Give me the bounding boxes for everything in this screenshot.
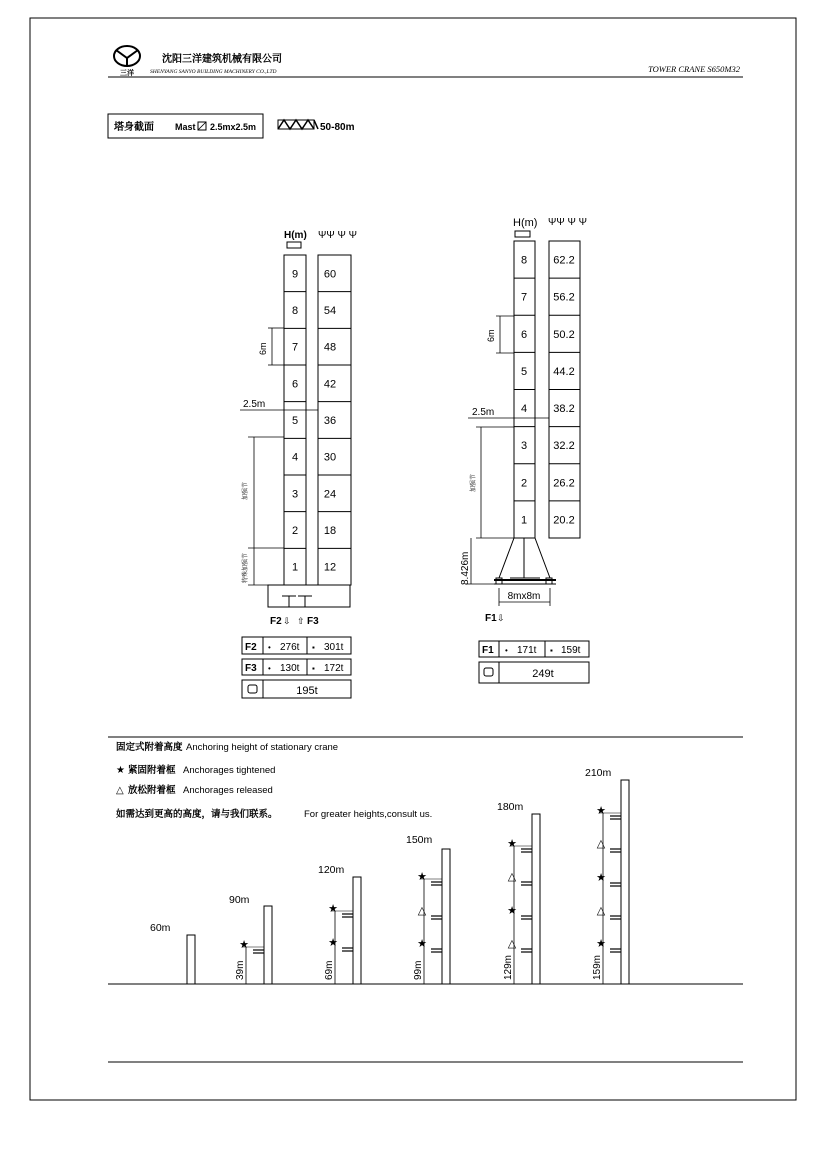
star-icon: ★ bbox=[239, 939, 249, 951]
left-height-value: 30 bbox=[323, 451, 337, 464]
right-table-weight: 249t bbox=[532, 668, 554, 680]
left-hook-icons: ΨΨ Ψ Ψ bbox=[318, 230, 357, 241]
left-height-value: 54 bbox=[323, 305, 337, 317]
tight-label-en: Anchorages tightened bbox=[183, 765, 276, 776]
left-section-number: 5 bbox=[291, 415, 299, 427]
company-logo bbox=[114, 46, 140, 77]
right-section-number: 2 bbox=[520, 477, 528, 490]
tower-height-label: 180m bbox=[497, 801, 524, 813]
right-section-number: 7 bbox=[520, 291, 528, 304]
right-section-number: 1 bbox=[520, 514, 528, 527]
left-section-number: 7 bbox=[291, 341, 299, 354]
tower-mast bbox=[621, 780, 629, 984]
right-tower bbox=[460, 217, 589, 683]
left-tower bbox=[240, 230, 357, 698]
left-section-number: 4 bbox=[291, 451, 299, 464]
anchor-tower bbox=[229, 894, 272, 984]
left-table-f2-a: 276t bbox=[280, 642, 300, 653]
right-dim-base-width: 8mx8m bbox=[507, 591, 541, 602]
right-height-value: 38.2 bbox=[553, 403, 575, 416]
left-height-value: 60 bbox=[323, 268, 337, 281]
tower-dim-label: 99m bbox=[413, 960, 424, 980]
note-cn: 如需达到更高的高度，请与我们联系。 bbox=[116, 809, 278, 820]
left-section-number: 2 bbox=[291, 525, 299, 537]
anchoring-title-en: Anchoring height of stationary crane bbox=[186, 742, 339, 753]
bullet-icon: • bbox=[505, 646, 508, 655]
mast-range: 50-80m bbox=[320, 122, 355, 133]
tower-height-label: 210m bbox=[585, 767, 612, 779]
right-hook-icons: ΨΨ Ψ Ψ bbox=[548, 217, 587, 228]
right-table-f1-b: 159t bbox=[561, 645, 581, 656]
square-bullet-icon: ▪ bbox=[312, 643, 315, 652]
right-height-value: 44.2 bbox=[553, 365, 575, 378]
anchoring-section bbox=[108, 737, 743, 984]
star-icon: ★ bbox=[417, 871, 427, 883]
anchor-tower bbox=[150, 922, 195, 984]
right-height-value: 56.2 bbox=[553, 291, 575, 304]
anchoring-title-cn: 固定式附着高度 bbox=[116, 742, 183, 753]
tower-mast bbox=[442, 849, 450, 984]
star-icon: ★ bbox=[507, 905, 517, 917]
mast-label-cn: 塔身截面 bbox=[114, 122, 154, 133]
square-bullet-icon: ▪ bbox=[312, 664, 315, 673]
right-height-value: 20.2 bbox=[553, 514, 575, 527]
left-dim-2-5m: 2.5m bbox=[243, 399, 266, 410]
right-table-f1-a: 171t bbox=[517, 645, 537, 656]
tower-mast bbox=[353, 877, 361, 984]
right-table-f1: F1 bbox=[482, 645, 494, 656]
left-table-f2-b: 301t bbox=[324, 642, 344, 653]
left-section-number: 8 bbox=[291, 305, 299, 317]
model-name: TOWER CRANE S650M32 bbox=[648, 64, 740, 74]
right-section-number: 5 bbox=[520, 365, 528, 378]
right-height-value: 26.2 bbox=[553, 477, 575, 490]
left-height-value: 42 bbox=[323, 378, 337, 391]
right-side-label: 加强节 bbox=[471, 473, 477, 492]
left-table-f3: F3 bbox=[245, 663, 257, 674]
right-section-number: 6 bbox=[520, 328, 528, 341]
tower-mast bbox=[187, 935, 195, 984]
right-height-value: 62.2 bbox=[553, 254, 575, 267]
bullet-icon: • bbox=[268, 643, 271, 652]
released-label-en: Anchorages released bbox=[183, 785, 273, 796]
logo-caption: 三洋 bbox=[120, 70, 134, 77]
right-load-table bbox=[479, 641, 589, 683]
left-side-label-lower: 特殊加强节 bbox=[243, 552, 249, 583]
left-section-number: 9 bbox=[291, 268, 299, 281]
star-icon: ★ bbox=[596, 805, 606, 817]
left-table-f3-b: 172t bbox=[324, 663, 344, 674]
right-height-value: 50.2 bbox=[553, 328, 575, 341]
anchor-towers bbox=[150, 767, 629, 984]
tower-dim-label: 69m bbox=[324, 960, 335, 980]
left-section-number: 1 bbox=[291, 561, 299, 574]
tower-dim-label: 159m bbox=[592, 954, 603, 980]
star-icon: ★ bbox=[417, 938, 427, 950]
mast-section bbox=[108, 114, 355, 138]
left-dim-6m: 6m bbox=[258, 342, 268, 355]
right-section-number: 8 bbox=[520, 254, 528, 267]
tower-height-label: 60m bbox=[150, 922, 171, 934]
anchor-tower bbox=[406, 834, 450, 984]
right-f1-label: F1 bbox=[485, 613, 497, 624]
left-f2-arrow-icon: ⇩ bbox=[283, 616, 291, 626]
left-side-label-upper: 加强节 bbox=[243, 481, 249, 500]
truss-icon bbox=[278, 120, 318, 129]
triangle-icon: △ bbox=[116, 785, 124, 796]
tight-label-cn: 紧固附着框 bbox=[128, 765, 176, 776]
bullet-icon: • bbox=[268, 664, 271, 673]
left-section-number: 3 bbox=[291, 488, 299, 501]
star-icon: ★ bbox=[116, 765, 125, 776]
right-section-number: 4 bbox=[520, 403, 528, 416]
left-table-weight: 195t bbox=[296, 685, 318, 697]
left-table-f3-a: 130t bbox=[280, 663, 300, 674]
left-f3-label: F3 bbox=[307, 616, 319, 627]
triangle-icon: △ bbox=[507, 938, 517, 950]
tower-dim-label: 129m bbox=[503, 954, 514, 980]
tower-mast bbox=[264, 906, 272, 984]
left-height-value: 24 bbox=[323, 488, 337, 501]
right-section-number: 3 bbox=[520, 440, 528, 453]
triangle-icon: △ bbox=[596, 838, 606, 850]
right-dim-base-height: 8.426m bbox=[460, 551, 471, 585]
anchor-tower bbox=[318, 864, 361, 984]
right-dim-2-5m: 2.5m bbox=[472, 407, 495, 418]
left-f3-arrow-icon: ⇧ bbox=[297, 616, 305, 626]
star-icon: ★ bbox=[596, 938, 606, 950]
star-icon: ★ bbox=[507, 838, 517, 850]
left-load-table bbox=[242, 637, 351, 698]
anchor-tower bbox=[585, 767, 629, 984]
star-icon: ★ bbox=[328, 903, 338, 915]
square-bullet-icon: ▪ bbox=[550, 646, 553, 655]
left-table-f2: F2 bbox=[245, 642, 257, 653]
left-height-value: 12 bbox=[323, 561, 337, 574]
star-icon: ★ bbox=[596, 872, 606, 884]
triangle-icon: △ bbox=[507, 871, 517, 883]
right-base-frame bbox=[499, 538, 550, 578]
tower-height-label: 150m bbox=[406, 834, 433, 846]
header bbox=[108, 46, 743, 77]
triangle-icon: △ bbox=[596, 905, 606, 917]
company-name-en: SHENYANG SANYO BUILDING MACHINERY CO.,LTD bbox=[150, 69, 277, 75]
released-label-cn: 放松附着框 bbox=[128, 785, 176, 796]
mast-size: 2.5mx2.5m bbox=[210, 122, 257, 132]
right-dim-6m: 6m bbox=[486, 329, 496, 342]
left-height-value: 48 bbox=[323, 341, 337, 354]
weight-icon bbox=[248, 685, 257, 693]
star-icon: ★ bbox=[328, 937, 338, 949]
note-en: For greater heights,consult us. bbox=[304, 809, 433, 820]
left-height-value: 18 bbox=[323, 525, 337, 537]
mast-label-en: Mast bbox=[175, 122, 196, 132]
tower-height-label: 90m bbox=[229, 894, 250, 906]
right-height-value: 32.2 bbox=[553, 440, 575, 453]
tower-mast bbox=[532, 814, 540, 984]
right-h-label: H(m) bbox=[513, 217, 538, 229]
anchor-tower bbox=[497, 801, 540, 984]
left-f2-label: F2 bbox=[270, 616, 282, 627]
company-name-cn: 沈阳三洋建筑机械有限公司 bbox=[162, 54, 282, 65]
weight-icon bbox=[484, 668, 493, 676]
left-height-value: 36 bbox=[323, 415, 337, 427]
left-h-label: H(m) bbox=[284, 230, 307, 241]
right-tower-grid bbox=[514, 255, 580, 527]
tower-height-label: 120m bbox=[318, 864, 345, 876]
left-section-number: 6 bbox=[291, 378, 299, 391]
page-border bbox=[30, 18, 796, 1100]
tower-dim-label: 39m bbox=[235, 960, 246, 980]
right-f1-arrow-icon: ⇩ bbox=[497, 613, 505, 623]
triangle-icon: △ bbox=[417, 905, 427, 917]
